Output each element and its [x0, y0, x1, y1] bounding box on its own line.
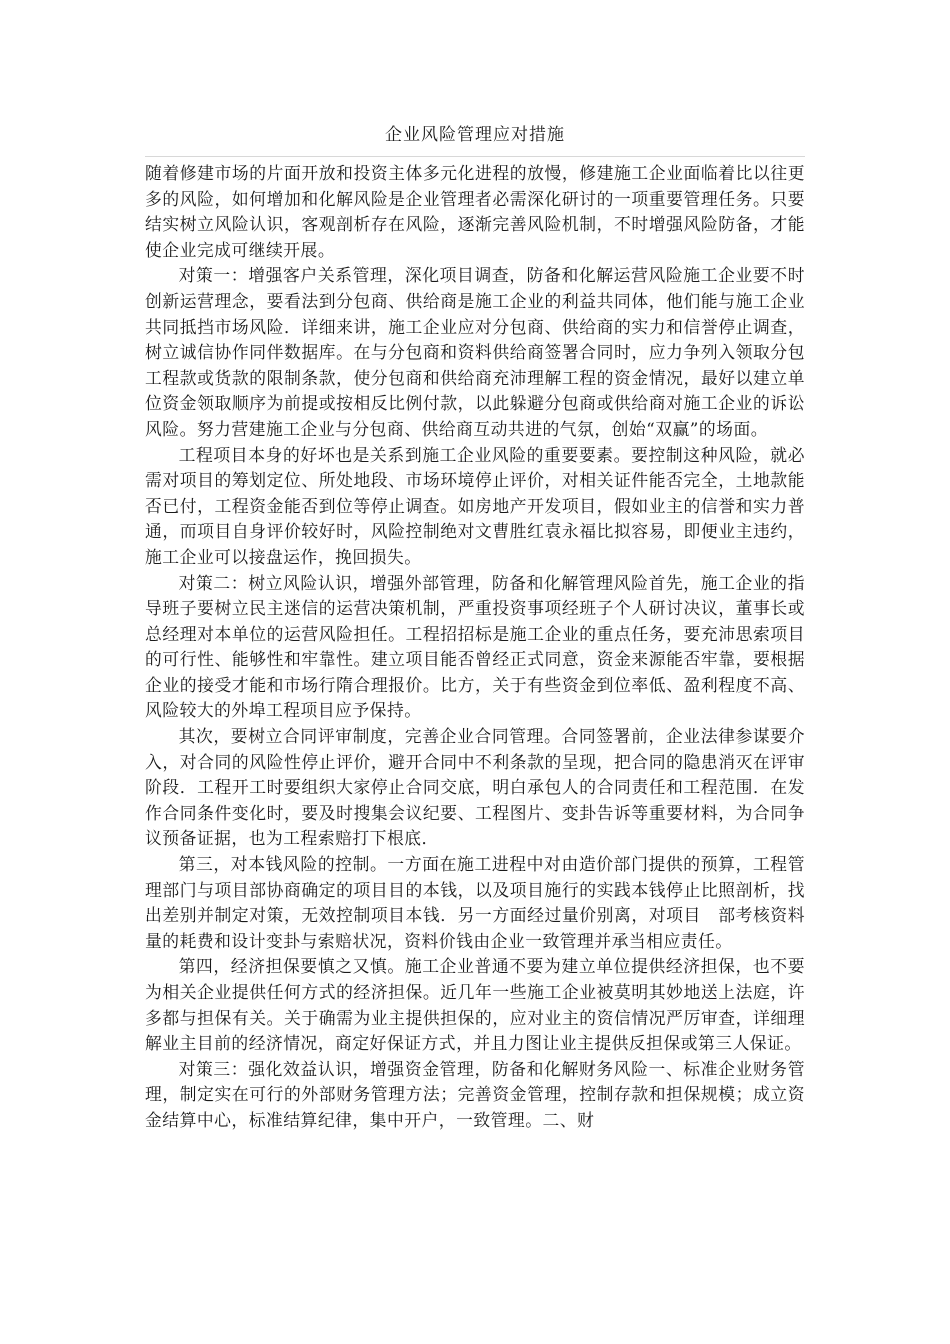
document-title: 企业风险管理应对措施	[385, 125, 565, 145]
paragraph-strategy-2: 对策二：树立风险认识，增强外部管理，防备和化解管理风险首先，施工企业的指导班子要树立民主迷信的运营决策机制，严重投资事项经班子个人研讨决议，董事长或总经理对本单位的运营风险担任。工程招招标是施工企业的重点任务，要充沛思索项目的可行性、能够性和牢靠性。建立项目能否曾经正式同意，资金来源能否牢靠，要根据企业的接受才能和市场行隋合理报价。比方，关于有些资金到位率低、盈利程度不高、风险较大的外埠工程项目应予保持。	[145, 572, 805, 721]
document-page	[145, 120, 805, 1134]
title-divider	[145, 156, 805, 157]
paragraph-strategy-1: 对策一：增强客户关系管理，深化项目调查，防备和化解运营风险施工企业要不时创新运营理念，要看法到分包商、供给商是施工企业的利益共同体，他们能与施工企业共同抵挡市场风险．详细来讲，施工企业应对分包商、供给商的实力和信誉停止调查，树立诚信协作同伴数据库。在与分包商和资料供给商签署合同时，应力争列入领取分包工程款或货款的限制条款，使分包商和供给商充沛理解工程的资金情况，最好以建立单位资金领取顺序为前提或按相反比例付款，以此躲避分包商或供给商对施工企业的诉讼风险。努力营建施工企业与分包商、供给商互动共进的气氛，创始“双赢”的场面。	[145, 265, 805, 439]
paragraph-guarantee: 第四，经济担保要慎之又慎。施工企业普通不要为建立单位提供经济担保，也不要为相关企业提供任何方式的经济担保。近几年一些施工企业被莫明其妙地送上法庭，许多都与担保有关。关于确需为业主提供担保的，应对业主的资信情况严厉审查，详细理解业主目前的经济情况，商定好保证方式，并且力图让业主提供反担保或第三人保证。	[145, 956, 805, 1054]
paragraph-project-quality: 工程项目本身的好坏也是关系到施工企业风险的重要要素。要控制这种风险，就必需对项目的筹划定位、所处地段、市场环境停止评价，对相关证件能否完全，土地款能否已付，工程资金能否到位等停止调查。如房地产开发项目，假如业主的信誉和实力普通，而项目自身评价较好时，风险控制绝对文曹胜红袁永福比拟容易，即便业主违约，施工企业可以接盘运作，挽回损失。	[145, 444, 805, 567]
document-body	[145, 161, 805, 1134]
paragraph-strategy-3: 对策三：强化效益认识，增强资金管理，防备和化解财务风险一、标准企业财务管理，制定实在可行的外部财务管理方法；完善资金管理，控制存款和担保规模；成立资金结算中心，标准结算纪律，集中开户，一致管理。二、财	[145, 1058, 805, 1130]
paragraph-cost-control: 第三，对本钱风险的控制。一方面在施工进程中对由造价部门提供的预算，工程管理部门与项目部协商确定的项目目的本钱，以及项目施行的实践本钱停止比照剖析，找出差别并制定对策，无效控制项目本钱．另一方面经过量价别离，对项目 部考核资料量的耗费和设计变卦与索赔状况，资料价钱由企业一致管理并承当相应责任。	[145, 854, 805, 951]
paragraph-contract-review: 其次，要树立合同评审制度，完善企业合同管理。合同签署前，企业法律参谋要介入，对合同的风险性停止评价，避开合同中不利条款的呈现，把合同的隐患消灭在评审阶段．工程开工时要组织大家停止合同交底，明白承包人的合同责任和工程范围．在发作合同条件变化时，要及时搜集会议纪要、工程图片、变卦告诉等重要材料，为合同争议预备证据，也为工程索赔打下根底．	[145, 726, 805, 849]
paragraph-intro: 随着修建市场的片面开放和投资主体多元化进程的放慢，修建施工企业面临着比以往更多的风险，如何增加和化解风险是企业管理者必需深化研讨的一项重要管理任务。只要结实树立风险认识，客观剖析存在风险，逐渐完善风险机制，不时增强风险防备，才能使企业完成可继续开展。	[145, 163, 805, 260]
